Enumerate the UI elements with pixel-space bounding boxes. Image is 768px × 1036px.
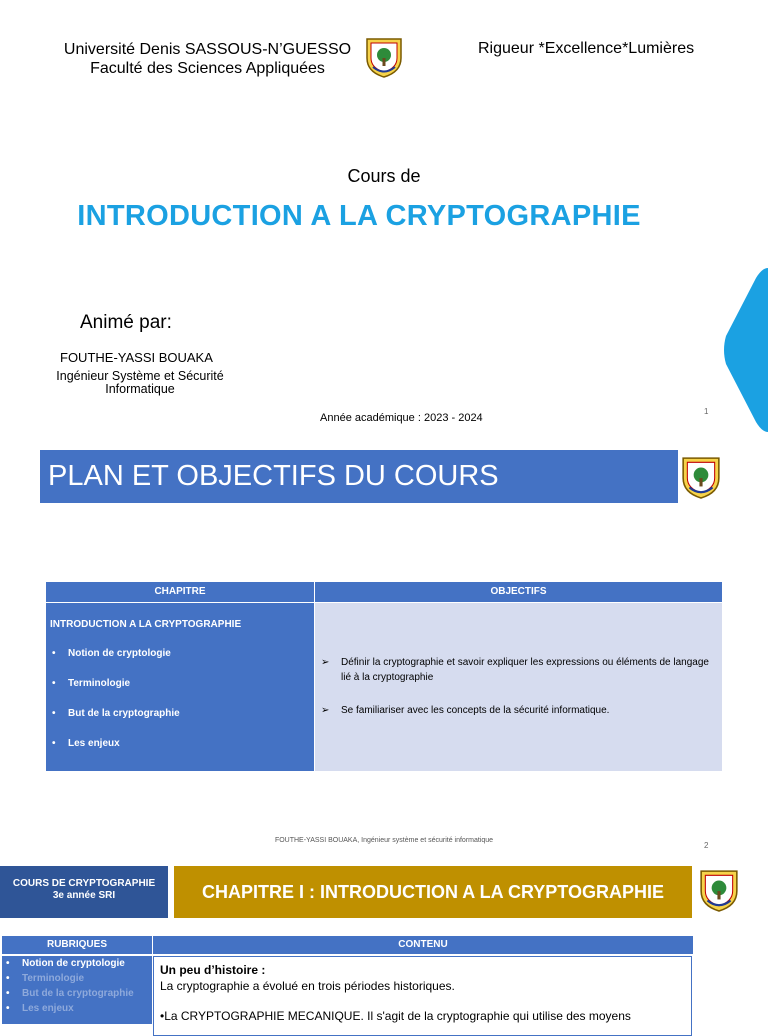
plan-title: PLAN ET OBJECTIFS DU COURS <box>48 460 499 492</box>
objective-item: ➢ Se familiariser avec les concepts de la sécurité informatique. <box>321 703 712 718</box>
university-header <box>40 40 375 78</box>
slide-footer: FOUTHE-YASSI BOUAKA, Ingénieur système et sécurité informatique <box>274 837 494 844</box>
list-item: • But de la cryptographie <box>50 708 314 719</box>
author-role: Ingénieur Système et Sécurité Informatique <box>56 369 224 396</box>
objectives-cell <box>315 603 722 771</box>
chapter-title-bar <box>174 866 692 918</box>
animated-by-label: Animé par: <box>80 312 172 333</box>
university-seal-icon <box>698 864 740 916</box>
contenu-header: CONTENU <box>153 936 693 954</box>
chapter-cell <box>46 603 314 771</box>
list-item: • Terminologie <box>50 678 314 689</box>
academic-year: Année académique : 2023 - 2024 <box>320 412 483 424</box>
course-label-box <box>0 866 168 918</box>
plan-table-header <box>46 582 722 602</box>
column-header: CHAPITRE <box>46 582 314 602</box>
list-item: • But de la cryptographie <box>6 986 152 1001</box>
list-item: • Notion de cryptologie <box>50 648 314 659</box>
course-year: 3e année SRI <box>52 890 116 901</box>
list-item: • Les enjeux <box>6 1001 152 1016</box>
content-paragraph: •La CRYPTOGRAPHIE MECANIQUE. Il s'agit de la cryptographie qui utilise des moyens <box>160 1009 631 1023</box>
university-name: Université Denis SASSOUS-N’GUESSO <box>63 41 352 58</box>
rubriques-header: RUBRIQUES <box>2 936 152 954</box>
objective-item: ➢ Définir la cryptographie et savoir expliquer les expressions ou éléments de langage lié à la cryptographie <box>321 655 712 685</box>
list-item: • Les enjeux <box>50 738 314 749</box>
chapter-title: CHAPITRE I : INTRODUCTION A LA CRYPTOGRAPHIE <box>201 882 664 902</box>
decorative-side-shape <box>722 268 768 432</box>
course-title: INTRODUCTION A LA CRYPTOGRAPHIE <box>77 200 641 232</box>
content-box <box>153 956 692 1036</box>
page-number: 1 <box>704 407 709 416</box>
plan-title-bar <box>40 450 678 503</box>
plan-table <box>46 582 722 771</box>
content-heading: Un peu d’histoire : <box>160 963 266 977</box>
faculty-name: Faculté des Sciences Appliquées <box>90 60 325 77</box>
list-item: • Notion de cryptologie <box>6 956 152 971</box>
page-number: 2 <box>704 841 709 850</box>
university-motto: Rigueur *Excellence*Lumières <box>478 40 695 57</box>
course-label: COURS DE CRYPTOGRAPHIE <box>12 878 156 889</box>
list-item: • Terminologie <box>6 971 152 986</box>
university-seal-icon <box>364 36 404 78</box>
author-name: FOUTHE-YASSI BOUAKA <box>60 350 213 365</box>
chapter-title: INTRODUCTION A LA CRYPTOGRAPHIE <box>50 619 242 630</box>
content-paragraph: La cryptographie a évolué en trois périodes historiques. <box>160 979 455 993</box>
column-header: OBJECTIFS <box>315 582 722 602</box>
university-seal-icon <box>680 452 722 502</box>
rubriques-list <box>2 956 152 1024</box>
course-intro-label: Cours de <box>347 166 421 186</box>
plan-table-row <box>46 603 722 771</box>
